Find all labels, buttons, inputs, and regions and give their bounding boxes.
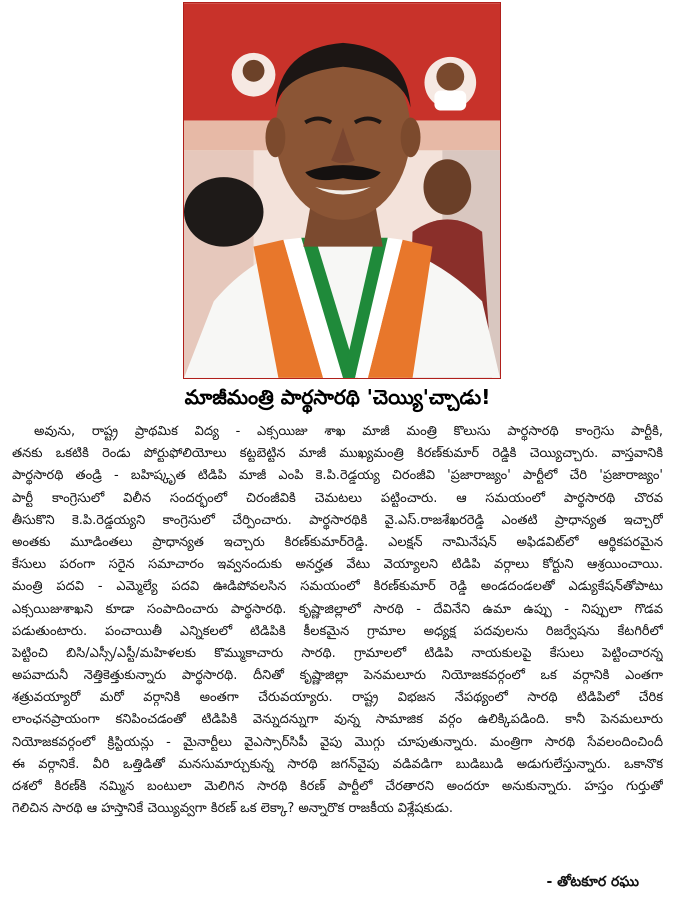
article-line: నియోజకవర్గంలో క్రిస్టియన్లు - మైనార్టీలు వైఎస్సార్‌సిపీ వైపు మొగ్గు చూపుతున్నారు. మంత్రిగా సారథి సేవలందించిందీ (12, 734, 663, 750)
article-line: గెలిచిన సారథి ఆ హస్తానికే చెయ్యివ్వగా కిరణ్ ఒక లెక్కా? అన్నారొక రాజకీయ విశ్లేషకుడు. (12, 801, 453, 817)
article-headline: మాజీమంత్రి పార్థసారథి 'చెయ్యి'చ్చాడు! (184, 385, 491, 409)
article-line: ఎక్సయిజుశాఖని కూడా సంపాదించారు పార్థసారథి. కృష్ణాజిల్లాలో సారథి - దేవినేని ఉమా ఉప్పు - నిప్పులా గొడవ (12, 601, 663, 617)
article-line: లాంఛనప్రాయంగా కనిపించడంతో టిడిపికి వెన్నుదన్నుగా వున్న సామాజిక వర్గం ఉలిక్కిపడింది. కానీ పెనమలూరు (12, 712, 663, 728)
article-line: పార్థసారథి తండ్రి - బహిష్కృత టిడిపి మాజీ ఎంపి కె.పి.రెడ్డయ్య చిరంజీవి 'ప్రజారాజ్యం' పార్టీలో చేరి 'ప్రజారాజ్యం' (12, 468, 663, 484)
politician-portrait-icon (184, 3, 500, 378)
article-line: తనకు ఒకటికి రెండు పోర్టుఫోలియోలు కట్టబెట్టిన మాజీ ముఖ్యమంత్రి కిరణ్‌కుమార్ రెడ్డికి చెయ్యిచ్చారు. వాస్తవానికి (12, 446, 663, 462)
article-line: దశలో కిరణ్‌కి నమ్మిన బంటులా మెలిగిన సారథి కిరణ్ పార్టీలో చేరతారని అందరూ అనుకున్నారు. హస్తం గుర్తుతో (12, 779, 663, 794)
article-line: పెట్టించి బిసి/ఎస్సీ/ఎస్టీ/మహిళలకు కొమ్ముకాచారు సారథి. గ్రామాలలో టిడిపి నాయకులపై కేసులు పెట్టించారన్న (12, 645, 663, 661)
article-line: అవును, రాష్ట్ర ప్రాథమిక విద్య - ఎక్సయిజు శాఖ మాజీ మంత్రి కొలుసు పార్థసారథి కాంగ్రెసు పార్టీకి, (34, 424, 663, 439)
article-line: తీసుకొని కె.పి.రెడ్డయ్యని కాంగ్రెసులో చేర్పించారు. పార్థసారథికి వై.ఎస్.రాజశేఖరరెడ్డి ఎంతటి ప్రాధాన్యత ఇచ్చారో (12, 512, 663, 528)
article-line: కేసులు పరంగా సరైన సమాచారం ఇవ్వనందుకు అనర్హత వేటు వెయ్యాలని టిడిపి వర్గాలు కోర్టుని ఆశ్రయించాయి. (12, 557, 663, 573)
article-byline: - తోటకూర రఘు (546, 874, 639, 890)
article-line: పార్టీ కాంగ్రెసులో విలీన సందర్భంలో చిరంజీవికి చెమటలు పట్టించారు. ఆ సమయంలో పార్థసారథి చొరవ (12, 490, 663, 506)
article-line: అపవాదునీ నెత్తికెత్తుకున్నారు పార్థసారథి. దీనితో కృష్ణాజిల్లా పెనమలూరు నియోజకవర్గంలో ఒక వర్గానికి ఎంతగా (12, 668, 663, 684)
article-line: అంతకు మూడింతలు ప్రాధాన్యత ఇచ్చారు కిరణ్‌కుమార్‌రెడ్డి. ఎలక్షన్ నామినేషన్ అఫిడవిట్‌లో ఆర్థికపరమైన (12, 534, 663, 550)
article-body (12, 421, 663, 820)
article-line: పడుతుంటారు. పంచాయితీ ఎన్నికలలో టిడిపికి కీలకమైన గ్రామాల అధ్యక్ష పదవులను రిజర్వేషను కేటగిరీలో (12, 623, 663, 639)
article-line: మంత్రి పదవి - ఎమ్మెల్యే పదవి ఊడిపోవలసిన సమయంలో కిరణ్‌కుమార్ రెడ్డి అండదండలతో ఎడ్యుకేషన్‌తోపాటు (12, 579, 663, 595)
article-line: ఈ వర్గానికే. వీరి ఒత్తిడితో మనసుమార్చుకున్న సారథి జగన్‌వైపు వడివడిగా బుడిబుడి అడుగులేస్తున్నారు. ఒకానొక (12, 756, 663, 772)
article-photo (183, 2, 501, 379)
article-line: శత్రువయ్యారో మరో వర్గానికి అంతగా చేరువయ్యారు. రాష్ట్ర విభజన నేపథ్యంలో సారథి టిడిపిలో చేరిక (12, 690, 663, 706)
